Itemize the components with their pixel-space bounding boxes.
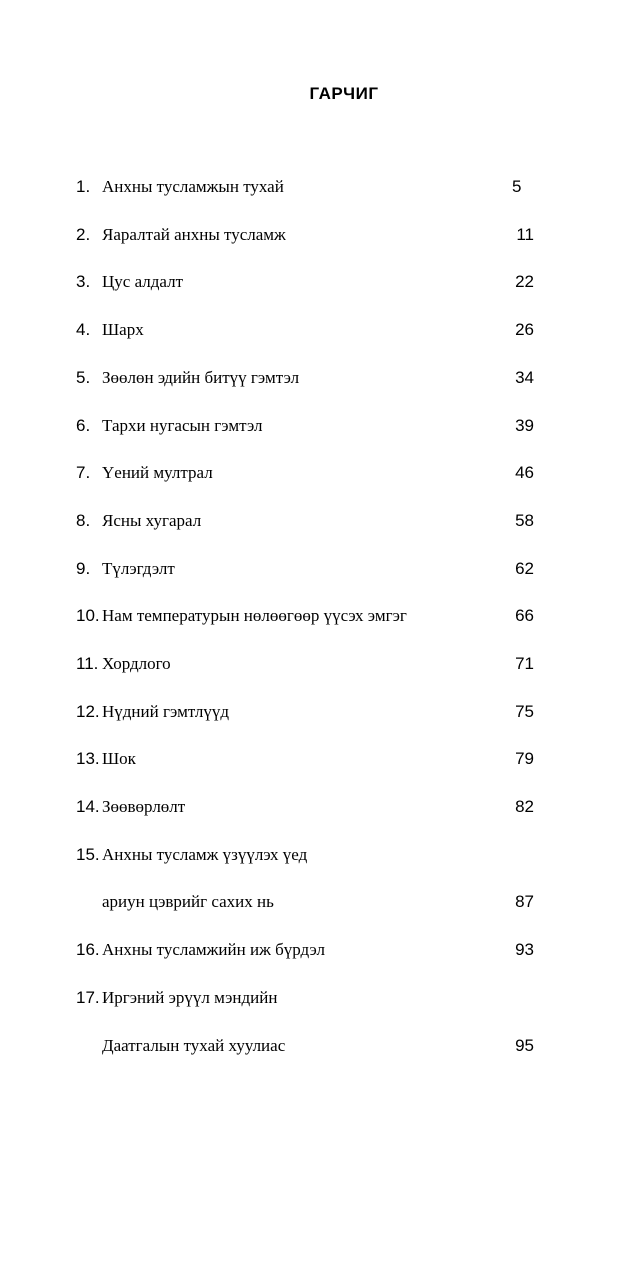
toc-entry[interactable] <box>0 177 638 225</box>
toc-entry[interactable] <box>0 654 638 702</box>
toc-entry-page-number: 11 <box>516 224 534 244</box>
toc-entry-number: 4. <box>76 320 91 340</box>
toc-entry-page-number: 82 <box>515 797 534 817</box>
toc-entry-number: 1. <box>76 177 91 196</box>
toc-entry[interactable] <box>0 463 638 511</box>
toc-entry-title: Шок <box>102 749 136 769</box>
toc-entry[interactable] <box>0 797 638 845</box>
toc-entry-number: 7. <box>76 463 91 483</box>
toc-entry[interactable] <box>0 320 638 368</box>
toc-entry-page-number: 22 <box>515 272 534 292</box>
toc-entry-number: 8. <box>76 510 91 530</box>
toc-entry-page-number: 75 <box>515 701 534 721</box>
toc-entry-page-number: 46 <box>515 463 534 483</box>
toc-entry-number: 5. <box>76 367 91 387</box>
toc-entry[interactable] <box>0 845 638 940</box>
toc-entry-page-number: 93 <box>515 940 534 960</box>
toc-entry-title: Зөөлөн эдийн битүү гэмтэл <box>102 367 300 387</box>
toc-entry-page-number: 34 <box>515 367 534 387</box>
toc-entry-number: 14. <box>76 797 100 817</box>
toc-entry-page-number: 5 <box>512 177 522 196</box>
toc-entry[interactable] <box>0 416 638 464</box>
toc-entry[interactable] <box>0 988 638 1083</box>
toc-entry-title: Түлэгдэлт <box>102 558 175 578</box>
toc-entry[interactable] <box>0 606 638 654</box>
toc-entry-title: Иргэний эрүүл мэндийн <box>102 987 278 1007</box>
toc-entry-page-number: 79 <box>515 749 534 769</box>
toc-entry-page-number: 26 <box>515 320 534 340</box>
toc-entry[interactable] <box>0 511 638 559</box>
toc-entry-title: Шарх <box>102 320 144 340</box>
toc-entry-page-number: 87 <box>515 892 534 912</box>
toc-entry-page-number: 95 <box>515 1035 534 1055</box>
toc-entry-title: Яаралтай анхны тусламж <box>102 224 286 244</box>
toc-entry[interactable] <box>0 368 638 416</box>
toc-entry-number: 10. <box>76 606 100 626</box>
toc-entry-number: 16. <box>76 940 100 960</box>
toc-entry-number: 2. <box>76 224 91 244</box>
toc-entry-number: 17. <box>76 987 100 1007</box>
toc-entry-number: 9. <box>76 558 91 578</box>
toc-entry-title: Нүдний гэмтлүүд <box>102 701 229 721</box>
toc-entry[interactable] <box>0 559 638 607</box>
toc-entry-title: Анхны тусламж үзүүлэх үед <box>102 844 308 864</box>
toc-entry-title: Хордлого <box>102 654 171 673</box>
toc-entry-page-number: 62 <box>515 558 534 578</box>
toc-entry-title: Цус алдалт <box>102 272 184 292</box>
toc-entry[interactable] <box>0 940 638 988</box>
toc-entry-title: Нам температурын нөлөөгөөр үүсэх эмгэг <box>102 606 407 626</box>
toc-entry-page-number: 66 <box>515 606 534 626</box>
toc-entry[interactable] <box>0 225 638 273</box>
toc-entry[interactable] <box>0 749 638 797</box>
toc-entry-number: 3. <box>76 272 91 292</box>
page-title: ГАРЧИГ <box>309 84 379 103</box>
toc-entry-number: 11. <box>76 654 99 673</box>
toc-entry-page-number: 39 <box>515 415 534 435</box>
toc-entry[interactable] <box>0 272 638 320</box>
toc-entry-title: Даатгалын тухай хуулиас <box>102 1035 286 1055</box>
toc-entry-title: Ясны хугарал <box>102 510 202 530</box>
toc-entry-page-number: 58 <box>515 510 534 530</box>
toc-entry-title: Үений мултрал <box>102 463 213 483</box>
toc-entry-title: Зөөвөрлөлт <box>102 797 186 817</box>
toc-entry-title: Тархи нугасын гэмтэл <box>102 415 263 435</box>
toc-entry-number: 12. <box>76 701 100 721</box>
toc-entry-title: ариун цэврийг сахих нь <box>102 892 274 912</box>
toc-entry[interactable] <box>0 702 638 750</box>
toc-entry-number: 15. <box>76 844 100 864</box>
toc-entry-number: 6. <box>76 415 91 435</box>
toc-entry-number: 13. <box>76 749 100 769</box>
toc-entry-title: Анхны тусламжийн иж бүрдэл <box>102 940 326 960</box>
toc-entry-title: Анхны тусламжын тухай <box>102 177 284 196</box>
toc-entry-page-number: 71 <box>515 654 534 673</box>
